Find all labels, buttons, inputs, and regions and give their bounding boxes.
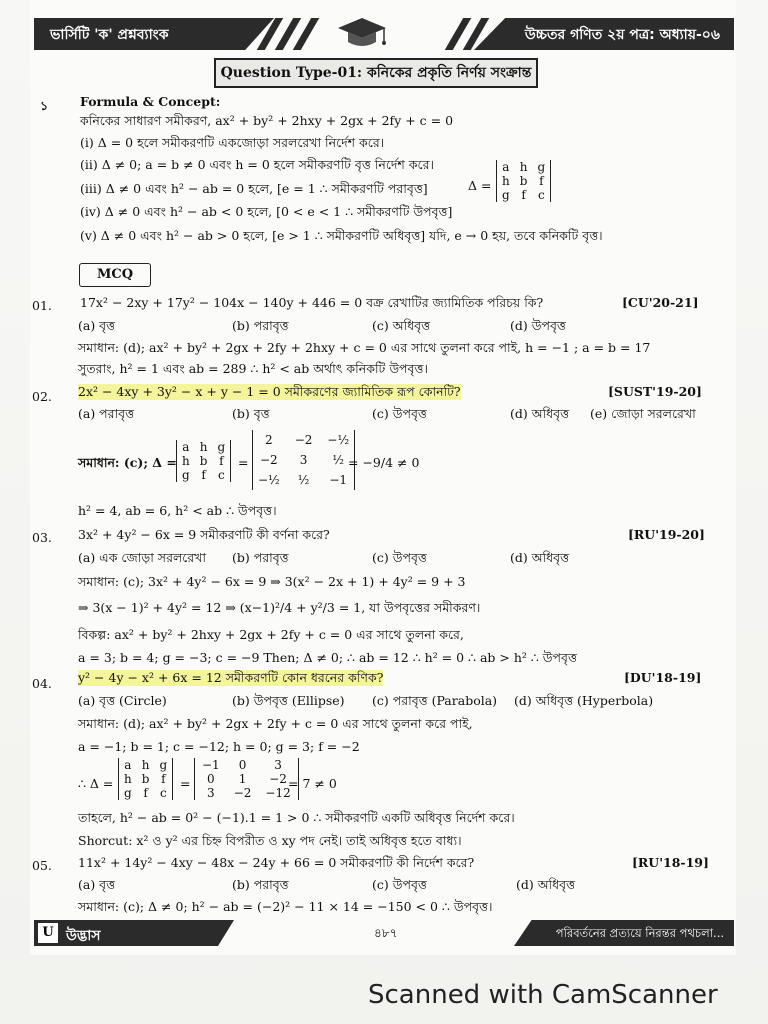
matrix-cell: 1 xyxy=(238,772,247,786)
concept-number: ১ xyxy=(40,98,49,113)
question-text: 17x² − 2xy + 17y² − 104x − 140y + 446 = 0 বক্র রেখাটির জ্যামিতিক পরিচয় কি? xyxy=(80,295,544,310)
equals-sign: = xyxy=(238,455,249,470)
concept-rule: (iii) Δ ≠ 0 এবং h² − ab = 0 হলে, [e = 1 ∴ সমীকরণটি পরাবৃত্ত] xyxy=(80,181,428,196)
question-type-title: Question Type-01: কনিকের প্রকৃতি নির্ণয় সংক্রান্ত xyxy=(214,58,538,88)
option[interactable]: (d) অধিবৃত্ত xyxy=(516,877,576,892)
matrix-symbolic xyxy=(118,758,173,800)
option[interactable]: (a) বৃত্ত xyxy=(78,877,116,892)
matrix-cell: g xyxy=(537,160,546,174)
matrix-cell: h xyxy=(502,174,510,188)
concept-heading: Formula & Concept: xyxy=(80,94,221,109)
matrix-cell: f xyxy=(161,772,166,786)
matrix-cell: −2 xyxy=(294,433,313,447)
option[interactable]: (b) পরাবৃত্ত xyxy=(232,318,289,333)
option[interactable]: (e) জোড়া সরলরেখা xyxy=(590,406,696,421)
matrix-cell: h xyxy=(182,454,190,468)
matrix-cell: h xyxy=(141,758,150,772)
matrix-cell: −12 xyxy=(265,786,291,800)
header-right-title: উচ্চতর গণিত ২য় পত্র: অধ্যায়-০৬ xyxy=(524,27,720,43)
matrix-cell: b xyxy=(141,772,150,786)
matrix-cell: g xyxy=(159,758,168,772)
question-number: 05. xyxy=(32,858,52,873)
option[interactable]: (d) অধিবৃত্ত xyxy=(510,406,570,421)
option[interactable]: (b) উপবৃত্ত (Ellipse) xyxy=(232,693,345,708)
matrix-cell: −1 xyxy=(202,758,220,772)
option[interactable]: (c) উপবৃত্ত xyxy=(372,550,427,565)
matrix-cell: ½ xyxy=(297,473,310,487)
matrix-cell: −2 xyxy=(259,453,278,467)
solution-line: a = 3; b = 4; g = −3; c = −9 Then; Δ ≠ 0; ∴ ab = 12 ∴ h² = 0 ∴ ab > h² ∴ উপবৃত্ত xyxy=(78,650,577,665)
matrix-cell: g xyxy=(502,188,510,202)
concept-rule: (ii) Δ ≠ 0; a = b ≠ 0 এবং h = 0 হলে সমীকরণটি বৃত্ত নির্দেশ করে। xyxy=(80,157,434,172)
solution-line: h² = 4, ab = 6, h² < ab ∴ উপবৃত্ত। xyxy=(78,503,277,518)
solution-line: a = −1; b = 1; c = −12; h = 0; g = 3; f = −2 xyxy=(78,739,360,754)
option[interactable]: (c) উপবৃত্ত xyxy=(372,406,427,421)
option[interactable]: (a) বৃত্ত xyxy=(78,318,116,333)
brand-name: উদ্ভাস xyxy=(66,928,101,944)
matrix-cell: c xyxy=(217,468,225,482)
footer-slogan: পরিবর্তনের প্রত্যয়ে নিরন্তর পথচলা... xyxy=(555,926,724,940)
question-tag: [DU'18-19] xyxy=(624,670,702,685)
equals-sign: = xyxy=(180,776,191,791)
matrix-cell: g xyxy=(217,440,226,454)
matrix-cell: 3 xyxy=(274,758,282,772)
matrix-cell: 3 xyxy=(207,786,215,800)
option[interactable]: (d) উপবৃত্ত xyxy=(510,318,566,333)
header-left-title: ভার্সিটি 'ক' প্রশ্নব্যাংক xyxy=(50,27,169,43)
footer-bar xyxy=(34,920,734,946)
matrix-cell: c xyxy=(159,786,167,800)
solution-line: তাহলে, h² − ab = 0² − (−1).1 = 1 > 0 ∴ সমীকরণটি একটি অধিবৃত্ত নির্দেশ করে। xyxy=(78,810,515,825)
matrix-cell: f xyxy=(143,786,148,800)
matrix-cell: f xyxy=(539,174,544,188)
option[interactable]: (c) পরাবৃত্ত (Parabola) xyxy=(372,693,498,708)
solution-line: বিকল্প: ax² + by² + 2hxy + 2gx + 2fy + c = 0 এর সাথে তুলনা করে, xyxy=(78,627,464,642)
delta-prefix: ∴ Δ = xyxy=(78,776,114,791)
matrix-cell: −½ xyxy=(327,433,350,447)
concept-rule: (v) Δ ≠ 0 এবং h² − ab > 0 হলে, [e > 1 ∴ সমীকরণটি অধিবৃত্ত] যদি, e → 0 হয়, তবে কনিকটি বৃত্ত। xyxy=(80,228,603,243)
solution-line: ⇒ 3(x − 1)² + 4y² = 12 ⇒ (x−1)²/4 + y²/3 = 1, যা উপবৃত্তের সমীকরণ। xyxy=(78,600,481,615)
mcq-label: MCQ xyxy=(79,263,151,287)
question-tag: [SUST'19-20] xyxy=(608,384,702,399)
matrix-cell: −2 xyxy=(269,772,287,786)
shortcut-line: Shorcut: x² ও y² এর চিহ্ন বিপরীত ও xy পদ নেই। তাই অধিবৃত্ত হতে বাধ্য। xyxy=(78,833,462,848)
matrix-cell: f xyxy=(521,188,526,202)
matrix-cell: ½ xyxy=(332,453,345,467)
general-equation: কনিকের সাধারণ সমীকরণ, ax² + by² + 2hxy + 2gx + 2fy + c = 0 xyxy=(80,113,454,128)
matrix-cell: c xyxy=(537,188,545,202)
question-number: 04. xyxy=(32,676,52,691)
option[interactable]: (a) পরাবৃত্ত xyxy=(78,406,135,421)
matrix-cell: b xyxy=(519,174,528,188)
solution-line: সুতরাং, h² = 1 এবং ab = 289 ∴ h² < ab অর্থাৎ কনিকটি উপবৃত্ত। xyxy=(78,361,428,376)
matrix-cell: h xyxy=(519,160,528,174)
solution-line: সমাধান: (d); ax² + by² + 2gx + 2fy + 2hxy + c = 0 এর সাথে তুলনা করে পাই, h = −1 ; a = b = 17 xyxy=(78,340,651,355)
solution-line: সমাধান: (c); Δ ≠ 0; h² − ab = (−2)² − 11 × 14 = −150 < 0 ∴ উপবৃত্ত। xyxy=(78,899,493,914)
solution-result: = −9/4 ≠ 0 xyxy=(348,455,420,470)
question-text: y² − 4y − x² + 6x = 12 সমীকরণটি কোন ধরনের কণিক? xyxy=(78,670,384,685)
matrix-cell: −½ xyxy=(258,473,280,487)
matrix-numeric xyxy=(252,430,355,490)
option[interactable]: (c) অধিবৃত্ত xyxy=(372,318,431,333)
matrix-cell: h xyxy=(199,440,208,454)
question-text: 2x² − 4xy + 3y² − x + y − 1 = 0 সমীকরণের জ্যামিতিক রূপ কোনটি? xyxy=(78,384,461,399)
question-tag: [RU'18-19] xyxy=(632,855,709,870)
option[interactable]: (c) উপবৃত্ত xyxy=(372,877,427,892)
question-number: 02. xyxy=(32,389,52,404)
scanner-watermark: Scanned with CamScanner xyxy=(368,980,718,1010)
matrix-cell: a xyxy=(502,160,510,174)
solution-line: সমাধান: (d); ax² + by² + 2gx + 2fy + c = 0 এর সাথে তুলনা করে পাই, xyxy=(78,716,473,731)
matrix-cell: 0 xyxy=(207,772,215,786)
matrix-cell: h xyxy=(124,772,132,786)
matrix-cell: g xyxy=(124,786,132,800)
option[interactable]: (a) বৃত্ত (Circle) xyxy=(78,693,167,708)
option[interactable]: (d) অধিবৃত্ত xyxy=(510,550,570,565)
concept-rule: (i) Δ = 0 হলে সমীকরণটি একজোড়া সরলরেখা নির্দেশ করে। xyxy=(80,135,385,150)
solution-prefix: সমাধান: (c); Δ = xyxy=(78,455,177,470)
question-text: 11x² + 14y² − 4xy − 48x − 24y + 66 = 0 সমীকরণটি কী নির্দেশ করে? xyxy=(78,855,475,870)
page-number: ৪৮৭ xyxy=(374,926,398,940)
question-text: 3x² + 4y² − 6x = 9 সমীকরণটি কী বর্ণনা করে? xyxy=(78,527,330,542)
matrix-cell: 3 xyxy=(299,453,308,467)
delta-matrix xyxy=(496,160,551,202)
matrix-cell: −2 xyxy=(233,786,252,800)
matrix-cell: b xyxy=(199,454,208,468)
delta-label: Δ = xyxy=(468,178,492,193)
option[interactable]: (b) পরাবৃত্ত xyxy=(232,877,289,892)
graduation-cap-icon xyxy=(336,14,388,52)
matrix-cell: −1 xyxy=(329,473,348,487)
option[interactable]: (b) বৃত্ত xyxy=(232,406,270,421)
question-number: 03. xyxy=(32,530,52,545)
solution-line: সমাধান: (c); 3x² + 4y² − 6x = 9 ⇒ 3(x² − 2x + 1) + 4y² = 9 + 3 xyxy=(78,574,466,589)
matrix-symbolic xyxy=(176,440,231,482)
matrix-cell: a xyxy=(124,758,132,772)
matrix-cell: 2 xyxy=(265,433,273,447)
matrix-cell: f xyxy=(201,468,206,482)
matrix-cell: a xyxy=(182,440,190,454)
question-tag: [RU'19-20] xyxy=(628,527,705,542)
delta-result: = 7 ≠ 0 xyxy=(288,776,337,791)
option[interactable]: (b) পরাবৃত্ত xyxy=(232,550,289,565)
footer-left-bg xyxy=(34,920,234,946)
concept-rule: (iv) Δ ≠ 0 এবং h² − ab < 0 হলে, [0 < e < 1 ∴ সমীকরণটি উপবৃত্ত] xyxy=(80,204,453,219)
matrix-numeric xyxy=(194,758,299,800)
matrix-cell: g xyxy=(182,468,190,482)
question-number: 01. xyxy=(32,298,52,313)
option[interactable]: (d) অধিবৃত্ত (Hyperbola) xyxy=(514,693,654,708)
question-tag: [CU'20-21] xyxy=(622,295,699,310)
brand-logo-icon: U xyxy=(38,923,58,943)
option[interactable]: (a) এক জোড়া সরলরেখা xyxy=(78,550,206,565)
matrix-cell: f xyxy=(219,454,224,468)
matrix-cell: 0 xyxy=(238,758,247,772)
